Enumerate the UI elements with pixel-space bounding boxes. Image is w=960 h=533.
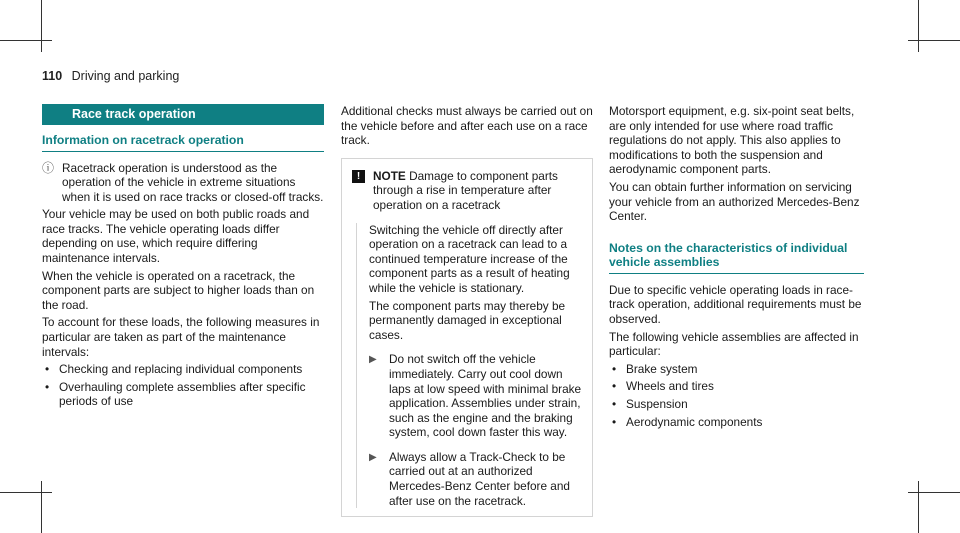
list-item: • Aerodynamic components (609, 415, 864, 430)
action-step (369, 450, 582, 508)
crop-mark (41, 481, 42, 533)
crop-mark (908, 492, 960, 493)
bullet-list (609, 362, 864, 429)
note-head-text: Damage to component parts through a rise in temperature after operation on a racetrack (373, 168, 558, 212)
column-left (42, 104, 324, 412)
list-item: • Brake system (609, 362, 864, 377)
warning-icon: ! (352, 170, 365, 183)
section-title: Driving and parking (71, 69, 180, 83)
info-icon: ⓘ (42, 160, 55, 175)
arrow-right-icon: ▶ (369, 451, 377, 463)
list-item: • Checking and replacing individual components (42, 362, 324, 377)
info-note (42, 161, 324, 205)
subsection-heading: Notes on the characteristics of individual vehicle assemblies (609, 241, 864, 274)
crop-mark (0, 40, 52, 41)
paragraph: Additional checks must always be carried out on the vehicle before and after each use on a race track. (341, 104, 593, 148)
paragraph: To account for these loads, the following measures in particular are taken as part of the maintenance intervals: (42, 315, 320, 359)
subsection-heading: Information on racetrack operation (42, 133, 324, 152)
paragraph: When the vehicle is operated on a racetrack, the component parts are subject to higher loads than on the road. (42, 268, 315, 312)
list-item: • Overhauling complete assemblies after specific periods of use (42, 380, 324, 409)
action-step (369, 352, 582, 440)
list-item: • Wheels and tires (609, 379, 864, 394)
paragraph: The component parts may thereby be permanently damaged in exceptional cases. (369, 298, 566, 342)
paragraph: Your vehicle may be used on both public roads and race tracks. The vehicle operating loads differ depending on use, which require differing maintenance intervals. (42, 207, 310, 266)
column-middle (341, 104, 593, 517)
step-text: Do not switch off the vehicle immediately. Carry out cool down laps at low speed with minimal brake application. Assemblies under strain, such as the engine and the braking system, cool down faster this way. (389, 352, 582, 440)
crop-mark (41, 0, 42, 52)
list-item: • Suspension (609, 397, 864, 412)
crop-mark (0, 492, 52, 493)
paragraph: The following vehicle assemblies are affected in particular: (609, 329, 859, 359)
crop-mark (918, 0, 919, 52)
section-banner: Race track operation (42, 104, 324, 125)
paragraph: You can obtain further information on servicing your vehicle from an authorized Mercedes-Benz Center. (609, 179, 860, 224)
note-label: NOTE (373, 168, 406, 183)
step-text: Always allow a Track-Check to be carried out at an authorized Mercedes-Benz Center before and after use on the racetrack. (389, 449, 570, 508)
bullet-list (42, 362, 324, 409)
info-text: Racetrack operation is understood as the operation of the vehicle in extreme situations when it is used on race tracks or closed-off tracks. (62, 160, 324, 204)
column-right (609, 104, 864, 432)
note-box (341, 158, 593, 517)
page-number: 110 (42, 69, 63, 83)
page-header (42, 69, 179, 83)
note-heading-text (373, 169, 582, 213)
note-header (352, 169, 582, 213)
paragraph: Due to specific vehicle operating loads in race-track operation, additional requirements must be observed. (609, 282, 862, 326)
paragraph: Motorsport equipment, e.g. six-point seat belts, are only intended for use where road traffic regulations do not apply. This also applies to modifications to both the suspension and aerodynamic component parts. (609, 104, 855, 177)
crop-mark (918, 481, 919, 533)
crop-mark (908, 40, 960, 41)
paragraph: Switching the vehicle off directly after operation on a racetrack can lead to a continued temperature increase of the component parts as a result of heating while the vehicle is stationary. (369, 222, 570, 295)
arrow-right-icon: ▶ (369, 354, 377, 366)
note-body (356, 223, 582, 509)
